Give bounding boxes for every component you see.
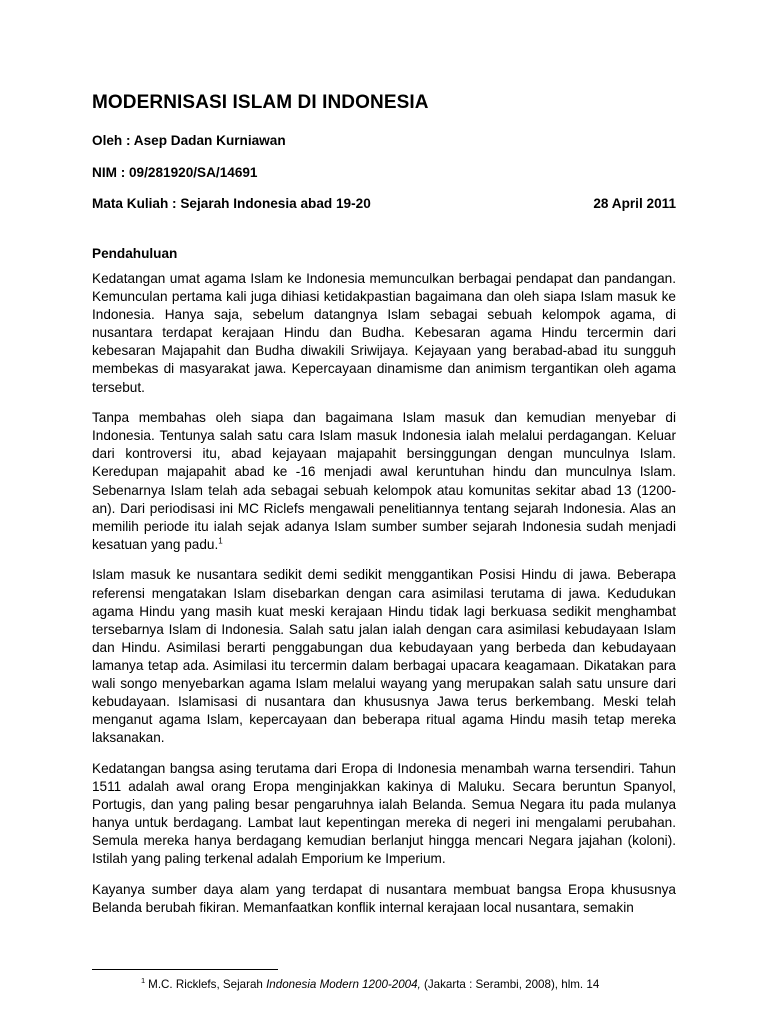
course-line	[92, 196, 676, 211]
footnote-suffix: (Jakarta : Serambi, 2008), hlm. 14	[420, 978, 600, 991]
course-name: Mata Kuliah : Sejarah Indonesia abad 19-20	[92, 196, 371, 211]
footnote-book-title: Indonesia Modern 1200-2004,	[266, 978, 421, 991]
paragraph-3: Islam masuk ke nusantara sedikit demi sedikit menggantikan Posisi Hindu di jawa. Beberapa referensi mengatakan Islam disebarkan dengan cara asimilasi terutama di jawa. Kedudukan agama Hindu yang masih kuat meski kerajaan Hindu tidak lagi berkuasa sedikit menghambat tersebarnya Islam di Indonesia. Salah satu jalan ialah dengan cara asimilasi kebudayaan Islam dan Hindu. Asimilasi berarti penggabungan dua kebudayaan yang berbeda dan kebudayaan lamanya tetap ada. Asimilasi itu tercermin dalam berbagai upacara keagamaan. Dikatakan para wali songo menyebarkan agama Islam melalui wayang yang merupakan salah satu unsure dari kebudayaan. Islamisasi di nusantara dan khususnya Jawa terus berkembang. Meski telah menganut agama Islam, kepercayaan dan beberapa ritual agama Hindu masih tetap mereka laksanakan.	[92, 567, 676, 746]
document-body	[92, 270, 676, 930]
paragraph-2-text: Tanpa membahas oleh siapa dan bagaimana Islam masuk dan kemudian menyebar di Indonesia. Tentunya salah satu cara Islam masuk Indonesia ialah melalui perdagangan. Keluar dari kontroversi itu, abad kejayaan majapahit bersinggungan dengan munculnya Islam. Keredupan majapahit abad ke -16 menjadi awal keruntuhan hindu dan munculnya Islam. Sebenarnya Islam telah ada sebagai sebuah kelompok atau komunitas sekitar abad 13 (1200-an). Dari periodisasi ini MC Riclefs mengawali penelitiannya tentang sejarah Indonesia. Alas an memilih periode itu ialah sejak adanya Islam sumber sumber sejarah Indonesia sudah menjadi kesatuan yang padu.	[92, 410, 676, 552]
paragraph-1: Kedatangan umat agama Islam ke Indonesia memunculkan berbagai pendapat dan pandangan. Kemunculan pertama kali juga dihiasi ketidakpastian bagaimana dan oleh siapa Islam masuk ke Indonesia. Hanya saja, sebelum datangnya Islam sebagai sebuah kelompok agama, di nusantara terdapat kerajaan Hindu dan Budha. Kebesaran agama Hindu tercermin dari kebesaran Majapahit dan Budha diwakili Sriwijaya. Kejayaan yang berabad-abad itu sungguh membekas di masyarakat jawa. Kepercayaan dinamisme dan animism tergantikan oleh agama tersebut.	[92, 271, 676, 395]
section-heading: Pendahuluan	[92, 246, 178, 261]
document-date: 28 April 2011	[593, 196, 676, 211]
document-title: MODERNISASI ISLAM DI INDONESIA	[92, 92, 429, 113]
footnote-prefix: M.C. Ricklefs, Sejarah	[148, 978, 267, 991]
paragraph-4: Kedatangan bangsa asing terutama dari Eropa di Indonesia menambah warna tersendiri. Tahun 1511 adalah awal orang Eropa menginjakkan kakinya di Maluku. Secara beruntun Spanyol, Portugis, dan yang paling besar pengaruhnya ialah Belanda. Semua Negara itu pada mulanya hanya untuk berdagang. Lambat laut kepentingan mereka di negeri ini mengalami perubahan. Semula mereka hanya berdagang kemudian berlanjut hingga mencari Negara jajahan (koloni). Istilah yang paling terkenal adalah Emporium ke Imperium.	[92, 760, 676, 867]
author-line: Oleh : Asep Dadan Kurniawan	[92, 133, 286, 148]
footnote-reference: 1	[218, 536, 223, 546]
nim-line: NIM : 09/281920/SA/14691	[92, 165, 258, 180]
paragraph-5: Kayanya sumber daya alam yang terdapat di nusantara membuat bangsa Eropa khususnya Belanda berubah fikiran. Memanfaatkan konflik internal kerajaan local nusantara, semakin	[92, 881, 676, 915]
footnote-mark: 1	[141, 976, 146, 986]
footnote-divider	[92, 969, 278, 970]
footnote	[141, 978, 599, 991]
paragraph-2	[92, 409, 676, 554]
